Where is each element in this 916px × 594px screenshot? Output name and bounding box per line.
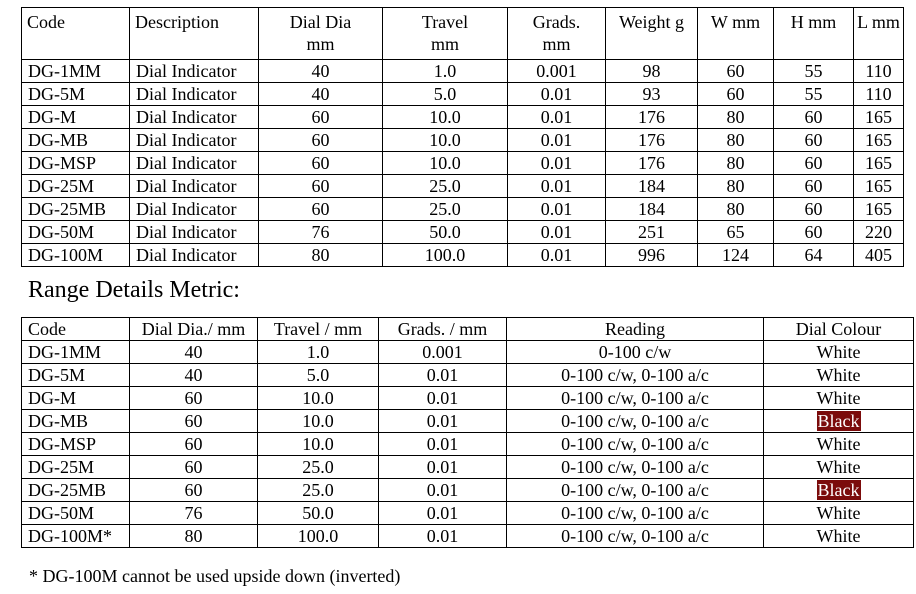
spec-table-row: [22, 244, 904, 267]
range-table-cell: 0-100 c/w, 0-100 a/c: [507, 456, 764, 479]
footnote: * DG-100M cannot be used upside down (inverted): [29, 566, 401, 586]
spec-table-cell: 80: [698, 152, 774, 175]
spec-table-cell: DG-MB: [22, 129, 130, 152]
range-header-cell: Travel / mm: [258, 318, 379, 341]
spec-header-text: Travel: [421, 12, 469, 32]
spec-table-cell: 65: [698, 221, 774, 244]
range-table-cell: DG-25MB: [22, 479, 130, 502]
spec-table-cell: Dial Indicator: [130, 83, 259, 106]
spec-table-cell: 165: [854, 152, 904, 175]
range-table-cell: 0.01: [379, 410, 507, 433]
spec-table-cell: 60: [259, 198, 383, 221]
spec-table-cell: Dial Indicator: [130, 106, 259, 129]
spec-table-header: [22, 8, 904, 60]
spec-header-text: W mm: [710, 12, 761, 32]
spec-table-cell: 184: [606, 198, 698, 221]
range-table-header: [22, 318, 914, 341]
spec-table-cell: 0.01: [508, 175, 606, 198]
range-table-row: [22, 525, 914, 548]
spec-table-cell: 251: [606, 221, 698, 244]
dial-colour-cell: White: [764, 502, 914, 525]
spec-header-text: H mm: [790, 12, 837, 32]
spec-table-cell: 80: [259, 244, 383, 267]
range-table-cell: 0-100 c/w, 0-100 a/c: [507, 433, 764, 456]
spec-table-cell: Dial Indicator: [130, 60, 259, 83]
spec-table-cell: DG-MSP: [22, 152, 130, 175]
range-table-cell: DG-M: [22, 387, 130, 410]
spec-table-cell: 60: [698, 83, 774, 106]
spec-table-row: [22, 83, 904, 106]
spec-header-cell: [774, 8, 854, 60]
range-table-cell: 0.01: [379, 456, 507, 479]
spec-header-text: mm: [306, 34, 335, 54]
spec-table-cell: 60: [774, 129, 854, 152]
spec-table-cell: 0.001: [508, 60, 606, 83]
range-table-cell: 0.01: [379, 387, 507, 410]
dial-colour-cell: White: [764, 387, 914, 410]
range-table-cell: 25.0: [258, 479, 379, 502]
range-table-cell: DG-MSP: [22, 433, 130, 456]
spec-table-cell: Dial Indicator: [130, 198, 259, 221]
range-table-cell: 0-100 c/w, 0-100 a/c: [507, 410, 764, 433]
spec-table-cell: 60: [774, 221, 854, 244]
range-table-cell: 25.0: [258, 456, 379, 479]
range-table-row: [22, 456, 914, 479]
range-table-cell: 60: [130, 387, 258, 410]
range-table-cell: 0.01: [379, 433, 507, 456]
spec-header-cell: [259, 8, 383, 60]
spec-table-cell: DG-25M: [22, 175, 130, 198]
spec-table-cell: 80: [698, 175, 774, 198]
spec-table-row: [22, 106, 904, 129]
spec-table-cell: 25.0: [383, 175, 508, 198]
spec-header-text: Code: [27, 12, 65, 32]
spec-table: [21, 7, 904, 267]
range-header-cell: Dial Colour: [764, 318, 914, 341]
spec-table-cell: 60: [259, 152, 383, 175]
spec-table-row: [22, 60, 904, 83]
spec-table-cell: 60: [774, 198, 854, 221]
range-table-cell: 0-100 c/w, 0-100 a/c: [507, 502, 764, 525]
range-table-row: [22, 433, 914, 456]
spec-table-cell: 60: [774, 106, 854, 129]
spec-header-cell: [383, 8, 508, 60]
range-table-cell: 0.01: [379, 364, 507, 387]
spec-table-cell: 98: [606, 60, 698, 83]
spec-table-cell: 80: [698, 129, 774, 152]
range-table-cell: 10.0: [258, 387, 379, 410]
spec-table-cell: 5.0: [383, 83, 508, 106]
spec-header-text: L mm: [857, 12, 900, 32]
spec-header-text: Grads.: [532, 12, 581, 32]
spec-header-text: mm: [542, 34, 571, 54]
range-table-cell: 80: [130, 525, 258, 548]
spec-table-cell: 0.01: [508, 198, 606, 221]
range-table-cell: 1.0: [258, 341, 379, 364]
black-dial-badge: Black: [817, 480, 860, 500]
range-table-cell: 0.01: [379, 502, 507, 525]
spec-table-cell: 0.01: [508, 221, 606, 244]
spec-table-cell: Dial Indicator: [130, 175, 259, 198]
range-table-cell: 60: [130, 433, 258, 456]
spec-table-cell: 25.0: [383, 198, 508, 221]
range-table-cell: 60: [130, 456, 258, 479]
spec-table-cell: 0.01: [508, 129, 606, 152]
spec-table-cell: 184: [606, 175, 698, 198]
range-table-cell: 100.0: [258, 525, 379, 548]
range-table-cell: DG-1MM: [22, 341, 130, 364]
spec-table-cell: 0.01: [508, 244, 606, 267]
spec-table-cell: 0.01: [508, 106, 606, 129]
spec-table-cell: Dial Indicator: [130, 221, 259, 244]
spec-table-cell: 0.01: [508, 152, 606, 175]
spec-header-cell: [606, 8, 698, 60]
spec-table-row: [22, 198, 904, 221]
range-table-cell: 40: [130, 364, 258, 387]
dial-colour-cell: [764, 410, 914, 433]
spec-table-cell: 10.0: [383, 129, 508, 152]
spec-table-cell: 110: [854, 83, 904, 106]
spec-table-cell: DG-5M: [22, 83, 130, 106]
range-table: [21, 317, 914, 548]
spec-table-cell: 80: [698, 106, 774, 129]
range-table-cell: 60: [130, 410, 258, 433]
range-table-cell: 60: [130, 479, 258, 502]
spec-table-body: [22, 60, 904, 267]
spec-table-cell: Dial Indicator: [130, 129, 259, 152]
spec-header-cell: [22, 8, 130, 60]
spec-table-cell: 220: [854, 221, 904, 244]
range-details-title: Range Details Metric:: [28, 277, 240, 303]
spec-table-cell: 60: [259, 129, 383, 152]
range-table-row: [22, 387, 914, 410]
spec-table-cell: 165: [854, 129, 904, 152]
dial-colour-cell: White: [764, 364, 914, 387]
spec-header-cell: [854, 8, 904, 60]
spec-table-cell: 76: [259, 221, 383, 244]
spec-table-row: [22, 175, 904, 198]
range-table-cell: 0-100 c/w: [507, 341, 764, 364]
range-table-cell: 5.0: [258, 364, 379, 387]
spec-header-cell: [508, 8, 606, 60]
spec-table-cell: 64: [774, 244, 854, 267]
spec-table-cell: 165: [854, 175, 904, 198]
spec-table-cell: Dial Indicator: [130, 244, 259, 267]
range-table-cell: 76: [130, 502, 258, 525]
range-table-cell: DG-MB: [22, 410, 130, 433]
range-table-cell: 0-100 c/w, 0-100 a/c: [507, 364, 764, 387]
spec-table-cell: 60: [698, 60, 774, 83]
spec-table-cell: 60: [774, 175, 854, 198]
spec-table-cell: 100.0: [383, 244, 508, 267]
range-table-cell: 10.0: [258, 433, 379, 456]
dial-colour-cell: White: [764, 433, 914, 456]
spec-table-cell: 40: [259, 83, 383, 106]
spec-table-cell: 996: [606, 244, 698, 267]
spec-table-cell: 165: [854, 106, 904, 129]
spec-table-cell: 176: [606, 152, 698, 175]
spec-table-cell: 80: [698, 198, 774, 221]
dial-colour-cell: White: [764, 525, 914, 548]
range-table-row: [22, 479, 914, 502]
spec-table-cell: DG-50M: [22, 221, 130, 244]
spec-header-text: mm: [430, 34, 459, 54]
spec-table-cell: 60: [774, 152, 854, 175]
dial-colour-cell: [764, 479, 914, 502]
spec-table-cell: 10.0: [383, 152, 508, 175]
spec-table-cell: 176: [606, 106, 698, 129]
range-table-cell: 0.001: [379, 341, 507, 364]
spec-table-cell: 1.0: [383, 60, 508, 83]
spec-table-cell: 176: [606, 129, 698, 152]
range-table-row: [22, 410, 914, 433]
spec-table-cell: 0.01: [508, 83, 606, 106]
spec-table-cell: 405: [854, 244, 904, 267]
spec-table-cell: Dial Indicator: [130, 152, 259, 175]
range-table-cell: DG-5M: [22, 364, 130, 387]
range-table-row: [22, 341, 914, 364]
black-dial-badge: Black: [817, 411, 860, 431]
spec-table-row: [22, 129, 904, 152]
dial-colour-cell: White: [764, 456, 914, 479]
spec-table-cell: 55: [774, 83, 854, 106]
spec-table-cell: 165: [854, 198, 904, 221]
range-table-row: [22, 364, 914, 387]
spec-table-cell: 60: [259, 175, 383, 198]
range-header-cell: Code: [22, 318, 130, 341]
range-table-cell: DG-50M: [22, 502, 130, 525]
spec-header-text: Dial Dia: [289, 12, 352, 32]
spec-table-row: [22, 152, 904, 175]
range-table-cell: 0.01: [379, 525, 507, 548]
range-header-cell: Grads. / mm: [379, 318, 507, 341]
spec-table-cell: 10.0: [383, 106, 508, 129]
range-header-cell: Reading: [507, 318, 764, 341]
range-table-cell: 0.01: [379, 479, 507, 502]
spec-table-row: [22, 221, 904, 244]
spec-table-cell: 93: [606, 83, 698, 106]
range-table-cell: 10.0: [258, 410, 379, 433]
spec-table-cell: 40: [259, 60, 383, 83]
range-table-cell: 50.0: [258, 502, 379, 525]
spec-header-cell: [698, 8, 774, 60]
range-table-cell: 0-100 c/w, 0-100 a/c: [507, 387, 764, 410]
spec-header-cell: [130, 8, 259, 60]
spec-table-cell: DG-100M: [22, 244, 130, 267]
spec-table-cell: 55: [774, 60, 854, 83]
dial-colour-cell: White: [764, 341, 914, 364]
spec-header-text: Description: [135, 12, 219, 32]
range-table-cell: DG-100M*: [22, 525, 130, 548]
spec-table-cell: 50.0: [383, 221, 508, 244]
spec-header-text: Weight g: [618, 12, 685, 32]
spec-table-cell: 124: [698, 244, 774, 267]
range-table-cell: DG-25M: [22, 456, 130, 479]
spec-table-cell: 60: [259, 106, 383, 129]
range-header-cell: Dial Dia./ mm: [130, 318, 258, 341]
range-table-cell: 0-100 c/w, 0-100 a/c: [507, 479, 764, 502]
spec-table-cell: 110: [854, 60, 904, 83]
spec-table-cell: DG-1MM: [22, 60, 130, 83]
spec-table-cell: DG-M: [22, 106, 130, 129]
range-table-cell: 0-100 c/w, 0-100 a/c: [507, 525, 764, 548]
spec-table-cell: DG-25MB: [22, 198, 130, 221]
range-table-cell: 40: [130, 341, 258, 364]
range-table-body: [22, 341, 914, 548]
range-table-row: [22, 502, 914, 525]
